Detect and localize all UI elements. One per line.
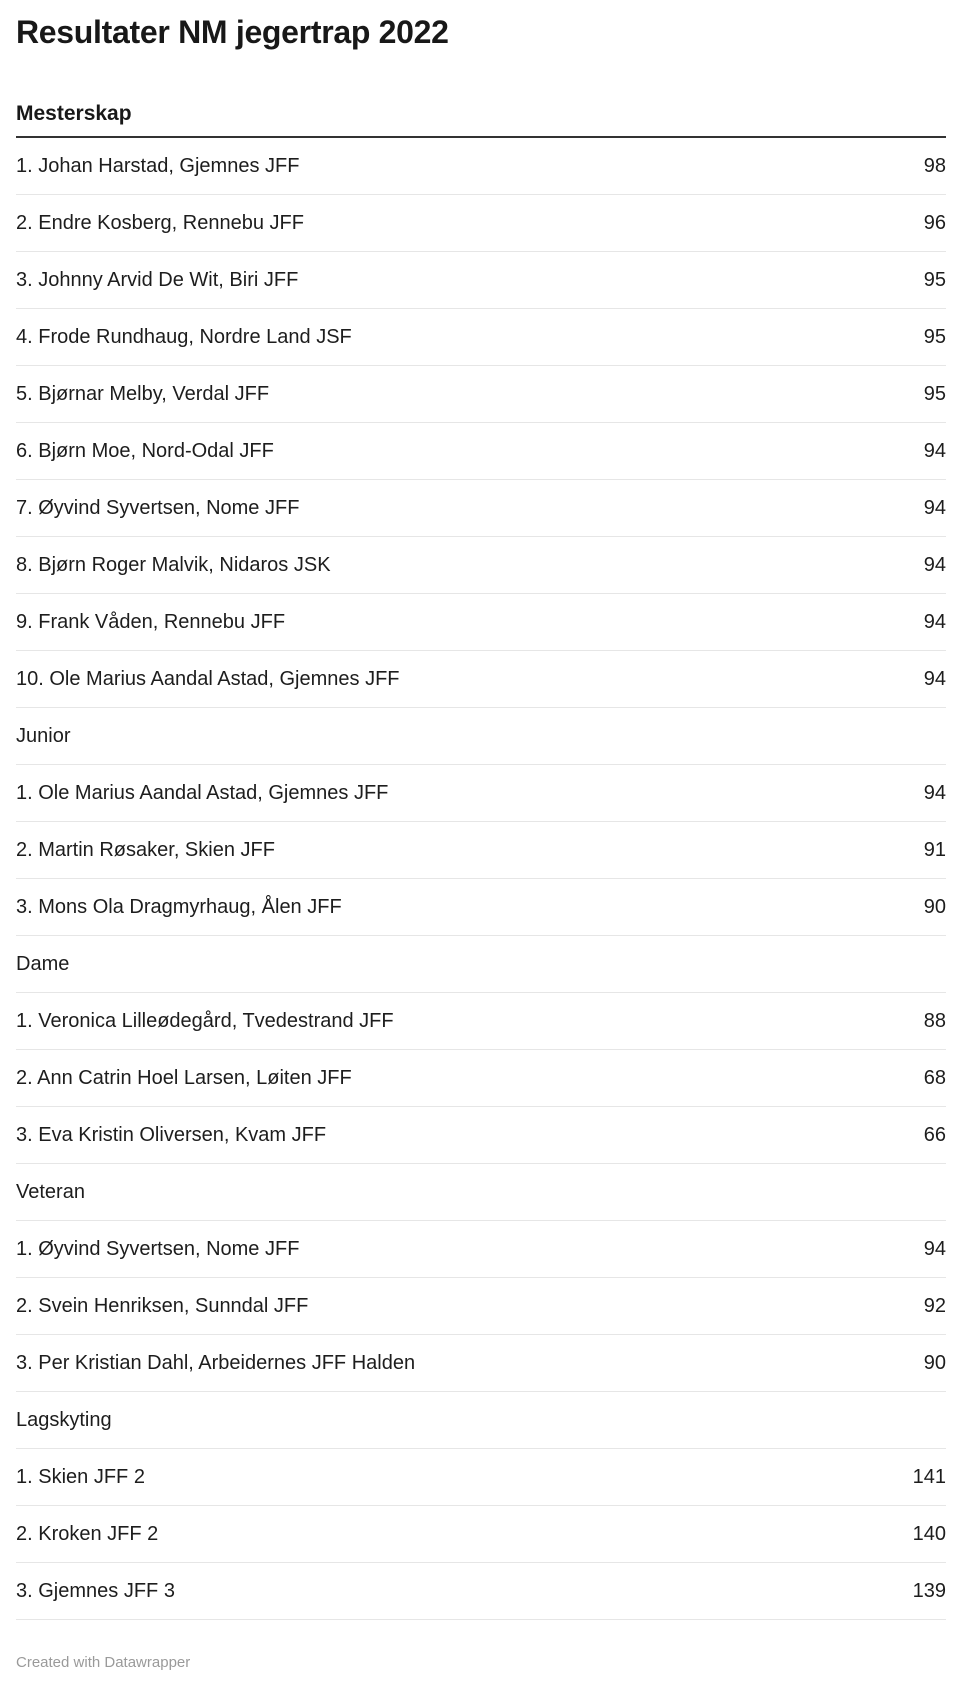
table-row <box>16 138 946 195</box>
participant-name: 3. Per Kristian Dahl, Arbeidernes JFF Halden <box>16 1351 416 1374</box>
category-label: Veteran <box>16 1180 85 1203</box>
participant-name: 6. Bjørn Moe, Nord-Odal JFF <box>16 439 274 462</box>
table-row <box>16 1563 946 1620</box>
participant-name: 2. Kroken JFF 2 <box>16 1522 159 1545</box>
score-value: 95 <box>923 268 946 291</box>
score-value: 140 <box>912 1522 946 1545</box>
score-value: 66 <box>923 1123 946 1146</box>
participant-name: 4. Frode Rundhaug, Nordre Land JSF <box>16 325 352 348</box>
score-value: 95 <box>923 382 946 405</box>
participant-name: 3. Gjemnes JFF 3 <box>16 1579 175 1602</box>
participant-name: 1. Øyvind Syvertsen, Nome JFF <box>16 1237 300 1260</box>
score-value: 68 <box>923 1066 946 1089</box>
score-value: 94 <box>923 496 946 519</box>
score-value: 94 <box>923 553 946 576</box>
score-value: 94 <box>923 610 946 633</box>
page-title: Resultater NM jegertrap 2022 <box>16 14 449 50</box>
score-value: 141 <box>912 1465 946 1488</box>
participant-name: 3. Johnny Arvid De Wit, Biri JFF <box>16 268 299 291</box>
category-row <box>16 708 946 765</box>
table-row <box>16 1221 946 1278</box>
results-table <box>16 92 946 1620</box>
table-row <box>16 423 946 480</box>
participant-name: 1. Johan Harstad, Gjemnes JFF <box>16 154 300 177</box>
table-row <box>16 1449 946 1506</box>
score-value: 95 <box>923 325 946 348</box>
table-body <box>16 138 946 1620</box>
score-value: 98 <box>923 154 946 177</box>
score-value: 96 <box>923 211 946 234</box>
participant-name: 1. Veronica Lilleødegård, Tvedestrand JFF <box>16 1009 394 1032</box>
participant-name: 7. Øyvind Syvertsen, Nome JFF <box>16 496 300 519</box>
category-row <box>16 1164 946 1221</box>
score-value: 88 <box>923 1009 946 1032</box>
participant-name: 10. Ole Marius Aandal Astad, Gjemnes JFF <box>16 667 400 690</box>
table-row <box>16 1278 946 1335</box>
datawrapper-credit: Created with Datawrapper <box>16 1654 191 1671</box>
table-row <box>16 822 946 879</box>
participant-name: 8. Bjørn Roger Malvik, Nidaros JSK <box>16 553 331 576</box>
table-row <box>16 1335 946 1392</box>
score-value: 94 <box>923 781 946 804</box>
participant-name: 5. Bjørnar Melby, Verdal JFF <box>16 382 270 405</box>
participant-name: 1. Skien JFF 2 <box>16 1465 145 1488</box>
table-row <box>16 1050 946 1107</box>
score-value: 94 <box>923 439 946 462</box>
table-row <box>16 366 946 423</box>
participant-name: 2. Ann Catrin Hoel Larsen, Løiten JFF <box>16 1066 352 1089</box>
table-row <box>16 195 946 252</box>
participant-name: 2. Svein Henriksen, Sunndal JFF <box>16 1294 309 1317</box>
participant-name: 3. Eva Kristin Oliversen, Kvam JFF <box>16 1123 327 1146</box>
score-value: 139 <box>912 1579 946 1602</box>
score-value: 94 <box>923 1237 946 1260</box>
table-row <box>16 594 946 651</box>
category-label: Lagskyting <box>16 1408 112 1431</box>
table-row <box>16 1107 946 1164</box>
score-value: 91 <box>923 838 946 861</box>
table-row <box>16 879 946 936</box>
table-row <box>16 993 946 1050</box>
category-label: Junior <box>16 724 71 747</box>
score-value: 90 <box>923 1351 946 1374</box>
table-row <box>16 651 946 708</box>
score-value: 94 <box>923 667 946 690</box>
category-row <box>16 1392 946 1449</box>
participant-name: 1. Ole Marius Aandal Astad, Gjemnes JFF <box>16 781 389 804</box>
participant-name: 2. Martin Røsaker, Skien JFF <box>16 838 275 861</box>
table-row <box>16 309 946 366</box>
table-header <box>16 92 946 138</box>
table-row <box>16 537 946 594</box>
table-row <box>16 765 946 822</box>
table-row <box>16 1506 946 1563</box>
score-value: 90 <box>923 895 946 918</box>
column-header-mesterskap: Mesterskap <box>16 102 132 125</box>
participant-name: 9. Frank Våden, Rennebu JFF <box>16 610 286 633</box>
score-value: 92 <box>923 1294 946 1317</box>
table-row <box>16 480 946 537</box>
participant-name: 3. Mons Ola Dragmyrhaug, Ålen JFF <box>16 895 342 918</box>
table-row <box>16 252 946 309</box>
category-row <box>16 936 946 993</box>
participant-name: 2. Endre Kosberg, Rennebu JFF <box>16 211 304 234</box>
category-label: Dame <box>16 952 70 975</box>
